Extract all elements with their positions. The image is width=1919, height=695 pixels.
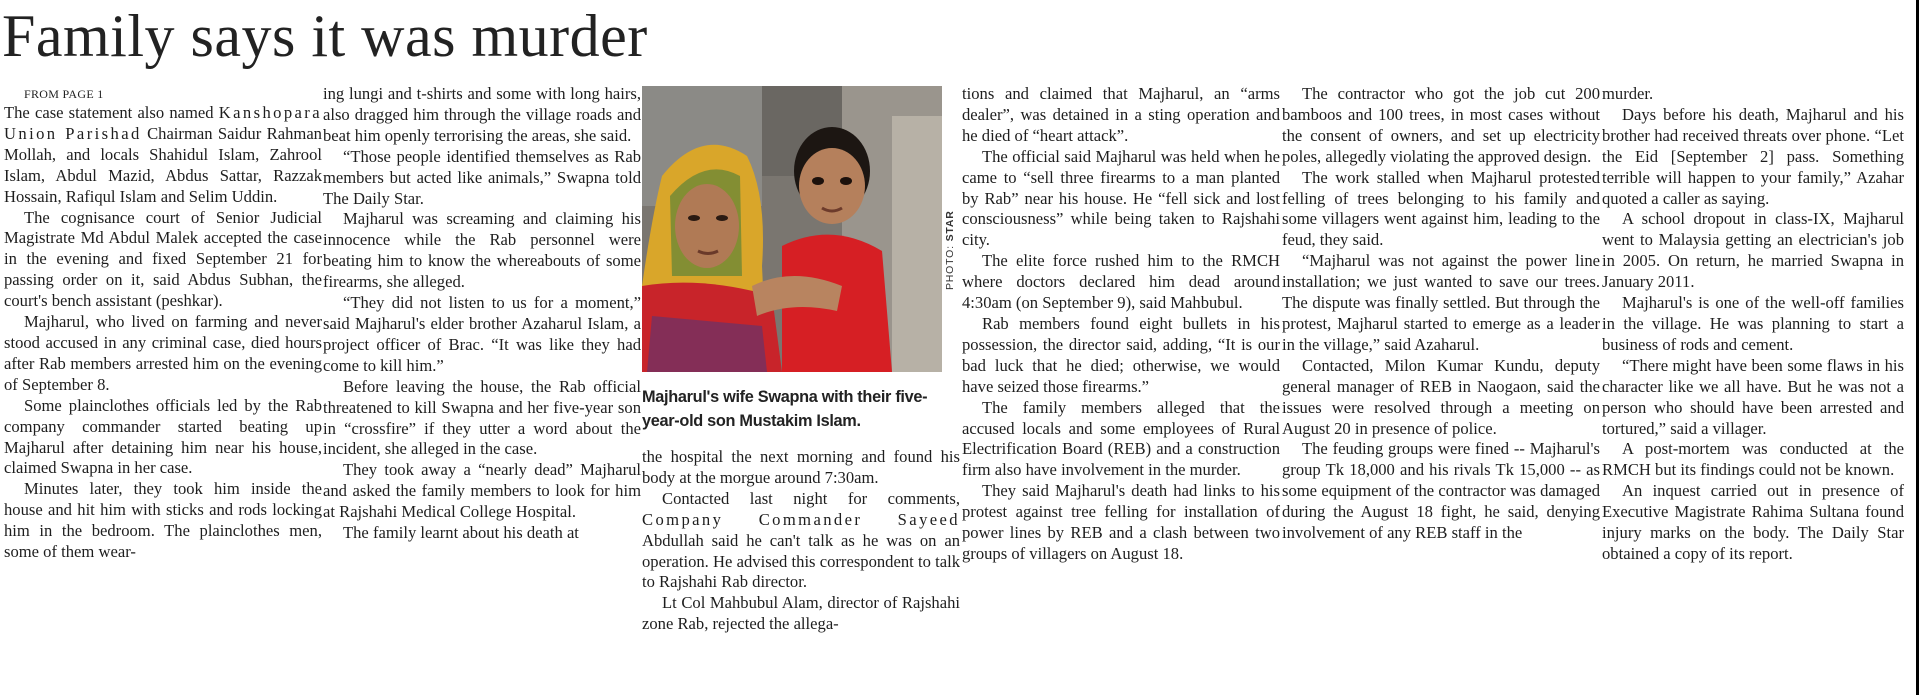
paragraph: A post-mortem was conducted at the RMCH but its findings could not be known. <box>1602 439 1904 480</box>
paragraph: Before leaving the house, the Rab official threatened to kill Swapna and her five-year son in “crossfire” if they utter a word about the incident, she alleged in the case. <box>323 376 641 459</box>
photo-caption: Majharul's wife Swapna with their five-year-old son Mustakim Islam. <box>642 388 928 430</box>
paragraph: The cognisance court of Senior Judicial Magistrate Md Abdul Malek accepted the case in the evening and fixed September 21 for passing order on it, said Abdus Subhan, the court's bench assistant (peshkar). <box>4 207 322 311</box>
paragraph: They said Majharul's death had links to his protest against tree felling for installation of power lines by REB and a clash between two groups of villagers on August 18. <box>962 481 1280 563</box>
paragraph: The official said Majharul was held when he came to “sell three firearms to a man planted by Rab” near his house. He “fell sick and lost consciousness” while being taken to Rajshahi city. <box>962 146 1280 250</box>
paragraph: A school dropout in class-IX, Majharul went to Malaysia getting an electrician's job in 2005. On return, he married Swapna in January 2011. <box>1602 209 1904 292</box>
continued-from-label: FROM PAGE 1 <box>24 87 104 101</box>
paragraph: Some plainclothes officials led by the Rab company commander started beating up Majharul after detaining him near his house, claimed Swapna in her case. <box>4 395 322 478</box>
paragraph: The contractor who got the job cut 200 bamboos and 100 trees, in most cases without the consent of owners, and set up electricity poles, allegedly violating the approved design. <box>1282 84 1600 166</box>
paragraph: Majharul's is one of the well-off families in the village. He was planning to start a business of rods and cement. <box>1602 293 1904 354</box>
article-column-2 <box>323 84 641 544</box>
paragraph <box>642 489 960 594</box>
article-column-4 <box>962 84 1280 565</box>
paragraph: An inquest carried out in presence of Executive Magistrate Rahima Sultana found injury marks on the body. The Daily Star obtained a copy of its report. <box>1602 481 1904 563</box>
paragraph-line: Company Commander Sayeed <box>642 509 960 529</box>
paragraph: “Majharul was not against the power line installation; we just wanted to save our trees. The dispute was finally settled. But through the protest, Majharul started to emerge as a leader in the village,” said Azaharul. <box>1282 251 1600 354</box>
paragraph: murder. <box>1602 84 1654 103</box>
article-column-3 <box>642 447 960 635</box>
paragraph: Contacted, Milon Kumar Kundu, deputy general manager of REB in Naogaon, said the issues were resolved through a meeting on August 20 in presence of police. <box>1282 355 1600 438</box>
photo-credit-name: STAR <box>944 210 956 242</box>
paragraph: Majharul, who lived on farming and never stood accused in any criminal case, died hours after Rab members arrested him on the evening of September 8. <box>4 312 322 394</box>
paragraph: They took away a “nearly dead” Majharul and asked the family members to look for him at Rajshahi Medical College Hospital. <box>323 460 641 522</box>
article-column-6 <box>1602 84 1904 565</box>
paragraph: The work stalled when Majharul protested felling of trees belonging to his family and some villagers went against him, leading to the feud, they said. <box>1282 167 1600 250</box>
paragraph-line: Abdullah said he can't talk as he was on an operation. He advised this correspondent to talk to Rajshahi Rab director. <box>642 530 960 592</box>
paragraph: Minutes later, they took him inside the house and hit him with sticks and rods locking him in the bedroom. The plainclothes men, some of them wear- <box>4 479 322 562</box>
photo-credit-label: PHOTO: <box>944 245 956 290</box>
article-column-1 <box>4 86 322 563</box>
headline: Family says it was murder <box>2 3 648 69</box>
paragraph: The elite force rushed him to the RMCH where doctors declared him dead around 4:30am (on September 9), said Mahbubul. <box>962 251 1280 313</box>
photo-credit <box>944 210 956 290</box>
paragraph: Majharul was screaming and claiming his innocence while the Rab personnel were beating him to know the whereabouts of some firearms, she alleged. <box>323 209 641 292</box>
paragraph: The feuding groups were fined -- Majharul's group Tk 18,000 and his rivals Tk 15,000 -- as some equipment of the contractor was damaged during the August 18 fight, he said, denying involvement of any REB staff in the <box>1282 439 1600 543</box>
paragraph: ing lungi and t-shirts and some with long hairs, also dragged him through the village roads and beat him openly terrorising the areas, she said. <box>323 84 641 145</box>
article-column-5 <box>1282 84 1600 544</box>
paragraph-line: Kanshopara Union Parishad <box>4 103 322 143</box>
news-photo <box>642 86 942 372</box>
paragraph-line: The case statement also named <box>4 103 214 122</box>
photo-illustration <box>642 86 942 372</box>
paragraph: tions and claimed that Majharul, an “arms dealer”, was detained in a sting operation and he died of “heart attack”. <box>962 84 1280 145</box>
paragraph: The family learnt about his death at <box>343 523 579 543</box>
paragraph: Lt Col Mahbubul Alam, director of Rajshahi zone Rab, rejected the allega- <box>642 593 960 634</box>
paragraph: the hospital the next morning and found his body at the morgue around 7:30am. <box>642 447 960 487</box>
paragraph: “They did not listen to us for a moment,” said Majharul's elder brother Azaharul Islam, a project officer of Brac. “It was like they had come to kill him.” <box>323 293 641 375</box>
paragraph: “There might have been some flaws in his character like we all have. But he was not a person who should have been arrested and tortured,” said a villager. <box>1602 355 1904 438</box>
paragraph: The family members alleged that the accused locals and some employees of Rural Electrification Board (REB) and a construction firm also have involvement in the murder. <box>962 397 1280 480</box>
paragraph: Rab members found eight bullets in his possession, the director said, adding, “It is our bad luck that he died; otherwise, we would have seized those firearms.” <box>962 313 1280 396</box>
paragraph: Days before his death, Majharul and his brother had received threats over phone. “Let the Eid [September 2] pass. Something terrible will happen to your family,” Azahar quoted a caller as saying. <box>1602 104 1904 208</box>
paragraph-line: Chairman Saidur Rahman Mollah, and locals Shahidul Islam, Zahrool Islam, Abdul Mazid, Abdus Sattar, Razzak Hossain, Rafiqul Islam and Selim Uddin. <box>4 123 322 206</box>
paragraph <box>4 103 322 208</box>
paragraph: “Those people identified themselves as Rab members but acted like animals,” Swapna told The Daily Star. <box>323 146 641 208</box>
paragraph-line: Contacted last night for comments, <box>662 488 960 508</box>
